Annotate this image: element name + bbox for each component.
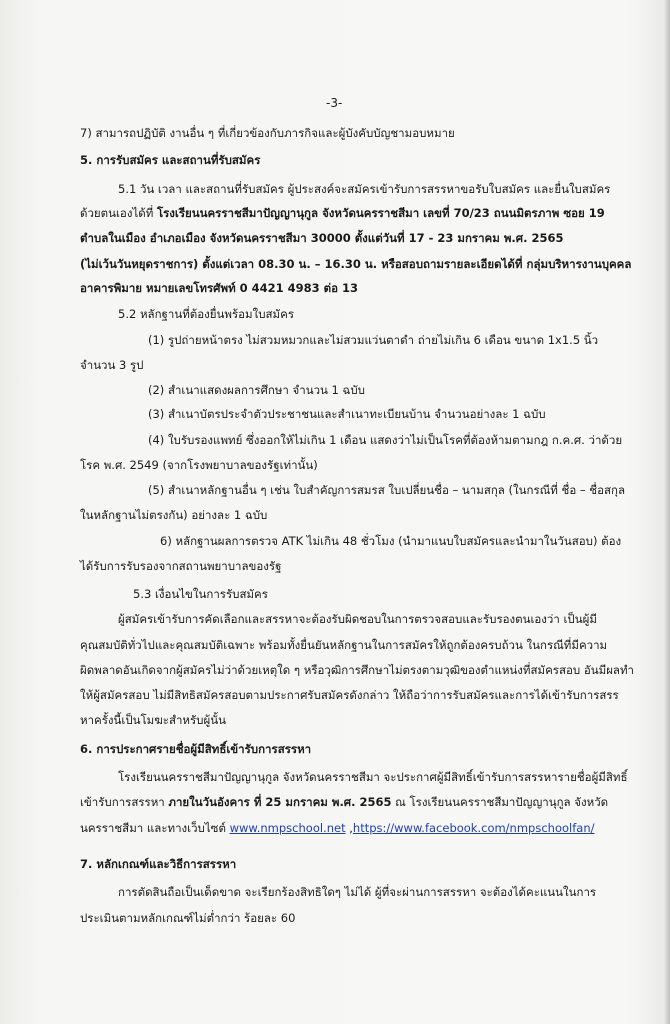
paragraph-6-line-2-after: ณ โรงเรียนนครราชสีมาปัญญานุกูล จังหวัด (391, 795, 609, 809)
page-number: -3- (326, 96, 343, 110)
paragraph-6-line-3 (80, 820, 594, 836)
paragraph-7-line-2: ประเมินตามหลักเกณฑ์ไม่ต่ำกว่า ร้อยละ 60 (80, 911, 296, 925)
paragraph-7-line-1: การตัดสินถือเป็นเด็ดขาด จะเรียกร้องสิทธิใดๆ ไม่ได้ ผู้ที่จะผ่านการสรรหา จะต้องได้คะแนนในการ (118, 885, 597, 899)
paragraph-5-3-line-5: หาครั้งนี้เป็นโมฆะสำหรับผู้นั้น (80, 713, 226, 727)
doc-item-4-line-1: (4) ใบรับรองแพทย์ ซึ่งออกให้ไม่เกิน 1 เดือน แสดงว่าไม่เป็นโรคที่ต้องห้ามตามกฎ ก.ค.ศ. ว่าด้วย (148, 433, 623, 447)
paragraph-5-3-line-2: คุณสมบัติทั่วไปและคุณสมบัติเฉพาะ พร้อมทั้งยื่นยันหลักฐานในการสมัครให้ถูกต้องครบถ้วน ในกรณีที่มีความ (80, 638, 608, 652)
section-5-3-heading: 5.3 เงื่อนไขในการรับสมัคร (133, 587, 268, 601)
doc-item-6-line-2: ได้รับการรับรองจากสถานพยาบาลของรัฐ (80, 559, 282, 573)
paragraph-5-3-line-1: ผู้สมัครเข้ารับการคัดเลือกและสรรหาจะต้องรับผิดชอบในการตรวจสอบและรับรองตนเองว่า เป็นผู้มี (118, 612, 597, 626)
section-6-heading: 6. การประกาศรายชื่อผู้มีสิทธิ์เข้ารับการสรรหา (80, 742, 312, 756)
paragraph-5-1-line-2 (80, 205, 605, 221)
doc-item-5-line-1: (5) สำเนาหลักฐานอื่น ๆ เช่น ใบสำคัญการสมรส ใบเปลี่ยนชื่อ – นามสกุล (ในกรณีที่ ชื่อ – ชื่อสกุล (148, 483, 626, 497)
doc-item-1-line-1: (1) รูปถ่ายหน้าตรง ไม่สวมหมวกและไม่สวมแว่นตาดำ ถ่ายไม่เกิน 6 เดือน ขนาด 1x1.5 นิ้ว (148, 333, 599, 347)
school-address-bold: โรงเรียนนครราชสีมาปัญญานุกูล จังหวัดนครราชสีมา เลขที่ 70/23 ถนนมิตรภาพ ซอย 19 (156, 206, 605, 220)
paragraph-5-1-line-4: (ไม่เว้นวันหยุดราชการ) ตั้งแต่เวลา 08.30 น. – 16.30 น. หรือสอบถามรายละเอียดได้ที่ กลุ่มบริหารงานบุคคล (80, 257, 632, 271)
page-edge-shadow (664, 0, 670, 1024)
paragraph-6-line-3-plain: นครราชสีมา และทางเว็บไซต์ (80, 821, 230, 835)
doc-item-4-line-2: โรค พ.ศ. 2549 (จากโรงพยาบาลของรัฐเท่านั้น) (80, 458, 318, 472)
doc-item-6-line-1: 6) หลักฐานผลการตรวจ ATK ไม่เกิน 48 ชั่วโมง (นำมาแนบใบสมัครและนำมาในวันสอบ) ต้อง (160, 534, 622, 548)
item-7-text: 7) สามารถปฏิบัติ งานอื่น ๆ ที่เกี่ยวข้องกับภารกิจและผู้บังคับบัญชามอบหมาย (80, 126, 455, 140)
link-separator: , (345, 821, 353, 835)
paragraph-5-3-line-4: ให้ผู้สมัครสอบ ไม่มีสิทธิสมัครสอบตามประกาศรับสมัครดังกล่าว ให้ถือว่าการรับสมัครและการได้เข้ารับการสรร (80, 688, 619, 702)
doc-item-1-line-2: จำนวน 3 รูป (80, 358, 144, 372)
section-5-2-heading: 5.2 หลักฐานที่ต้องยื่นพร้อมใบสมัคร (118, 307, 294, 321)
paragraph-5-1-line-5: อาคารพิมาย หมายเลขโทรศัพท์ 0 4421 4983 ต่อ 13 (80, 281, 359, 295)
announcement-date-bold: ภายในวันอังคาร ที่ 25 มกราคม พ.ศ. 2565 (168, 795, 392, 809)
school-website-link[interactable]: www.nmpschool.net (229, 821, 346, 835)
doc-item-5-line-2: ในหลักฐานไม่ตรงกัน) อย่างละ 1 ฉบับ (80, 508, 268, 522)
paragraph-5-1-line-3: ตำบลในเมือง อำเภอเมือง จังหวัดนครราชสีมา 30000 ตั้งแต่วันที่ 17 - 23 มกราคม พ.ศ. 2565 (80, 231, 564, 245)
section-7-heading: 7. หลักเกณฑ์และวิธีการสรรหา (80, 857, 237, 871)
paragraph-5-1-line-1: 5.1 วัน เวลา และสถานที่รับสมัคร ผู้ประสงค์จะสมัครเข้ารับการสรรหาขอรับใบสมัคร และยื่นใบสมัคร (118, 182, 611, 196)
doc-item-2: (2) สำเนาแสดงผลการศึกษา จำนวน 1 ฉบับ (148, 383, 365, 397)
section-5-heading: 5. การรับสมัคร และสถานที่รับสมัคร (80, 153, 261, 167)
paragraph-5-3-line-3: ผิดพลาดอันเกิดจากผู้สมัครไม่ว่าด้วยเหตุใด ๆ หรือวุฒิการศึกษาไม่ตรงตามวุฒิของตำแหน่งที่สมัครสอบ อันมีผลทำ (80, 663, 635, 677)
doc-item-3: (3) สำเนาบัตรประจำตัวประชาชนและสำเนาทะเบียนบ้าน จำนวนอย่างละ 1 ฉบับ (148, 407, 546, 421)
paragraph-6-line-2 (80, 794, 608, 810)
facebook-page-link[interactable]: https://www.facebook.com/nmpschoolfan/ (352, 821, 595, 835)
paragraph-6-line-2-plain: เข้ารับการสรรหา (80, 795, 169, 809)
paragraph-5-1-line-2-plain: ด้วยตนเองได้ที่ (80, 206, 157, 220)
paragraph-6-line-1: โรงเรียนนครราชสีมาปัญญานุกูล จังหวัดนครราชสีมา จะประกาศผู้มีสิทธิ์เข้ารับการสรรหารายชื่อผู้มีสิทธิ์ (118, 770, 628, 784)
